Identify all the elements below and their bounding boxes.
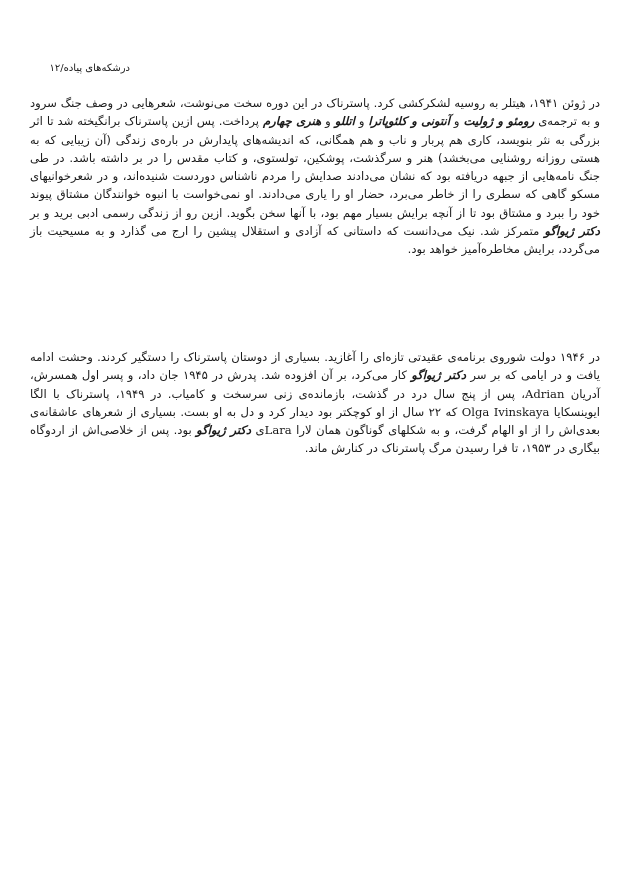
body-paragraph-1: [30, 94, 600, 259]
italic-title: دکتر ژیواگو: [544, 224, 600, 239]
text-run: بود. پس از خلاصی‌اش از اردوگاه بیگاری در ۱۹۵۳، تا فرا رسیدن مرگ پاسترناک در کنارش ماند.: [30, 423, 600, 456]
text-run: ی: [251, 423, 265, 438]
latin-name: Adrian: [525, 386, 565, 401]
italic-title: آنتونی و کلئوپاترا: [368, 114, 450, 129]
italic-title: رومئو و ژولیت: [463, 114, 535, 129]
italic-title: دکتر ژیواگو: [196, 423, 252, 438]
text-run: در ژوئن ۱۹۴۱، هیتلر به روسیه لشکرکشی کرد. پاسترناک در این دوره سخت می‌نوشت، شعرهایی در وصف جنگ سرود و به ترجمه‌ی: [30, 96, 601, 129]
text-run: متمرکز شد. نیک می‌دانست که داستانی که آزادی و استقلال پیشین را ارج می گذارد و به مسیحیت باز می‌گردد، برایش مخاطره‌آمیز خواهد بود.: [30, 224, 600, 257]
italic-title: اتللو: [334, 114, 355, 129]
body-paragraph-2: [30, 348, 600, 458]
text-run: که ۲۲ سال از او کوچکتر بود دیدار کرد و دل به او بست. بسیاری از شعرهای عاشقانه‌ی بعدی‌اش را از او الهام گرفت، و به شکلهای گوناگون همان لارا: [30, 404, 600, 438]
italic-title: هنری چهارم: [262, 114, 322, 129]
text-run: ، پس از پنج سال درد در گذشت، بازمانده‌ی زنی سرسخت و کامیاب. در ۱۹۴۹، پاسترناک با الگا ایوینسکایا: [30, 386, 601, 419]
text-run: و: [321, 114, 335, 129]
paragraph-text: [30, 94, 600, 259]
text-run: در ۱۹۴۶ دولت شوروی برنامه‌ی عقیدتی تازه‌ای را آغازید. بسیاری از دوستان پاسترناک را دستگیر کردند. وحشت ادامه یافت و در ایامی که بر سر: [30, 350, 600, 383]
text-run: کار می‌کرد، بر آن افزوده شد. پدرش در ۱۹۴۵ جان داد، و پسر اول همسرش، آدریان: [30, 368, 600, 401]
running-header: درشکه‌های پیاده/۱۲: [49, 63, 130, 74]
paragraph-text: [30, 348, 600, 458]
latin-name: Olga Ivinskaya: [461, 404, 550, 419]
text-run: و: [449, 114, 464, 129]
italic-title: دکتر ژیواگو: [411, 368, 467, 383]
text-run: و: [354, 114, 369, 129]
latin-name: Lara: [264, 423, 292, 438]
text-run: پرداخت. پس ازین پاسترناک برانگیخته شد تا اثر بزرگی به نثر بنویسد، کاری هم پربار و ناب و هم همگانی، که اندیشه‌های پایدارش در باره‌ی زندگی (آن زیبایی که به هستی روزانه روشنایی می‌بخشد) هنر و سرگذشت، پوشکین، تولستوی، و کتاب مقدس را در بر داشته باشد. در طی جنگ نامه‌هایی از جبهه دریافته بود که نشان می‌دادند صدایش را مردم ناشناس دوردست شنیده‌اند، و در شعرخوانیهای مسکو گاهی که سطری را از خاطر می‌برد، حضار او را یاری می‌دادند. او نمی‌خواست با انبوه خوانندگان مشتاق پیوند خود را ببرد و مشتاق بود تا از آنچه برایش بسیار مهم بود، با آنها سخن بگوید. ازین رو از زندگی رسمی ادبی برید و بر: [30, 114, 600, 220]
